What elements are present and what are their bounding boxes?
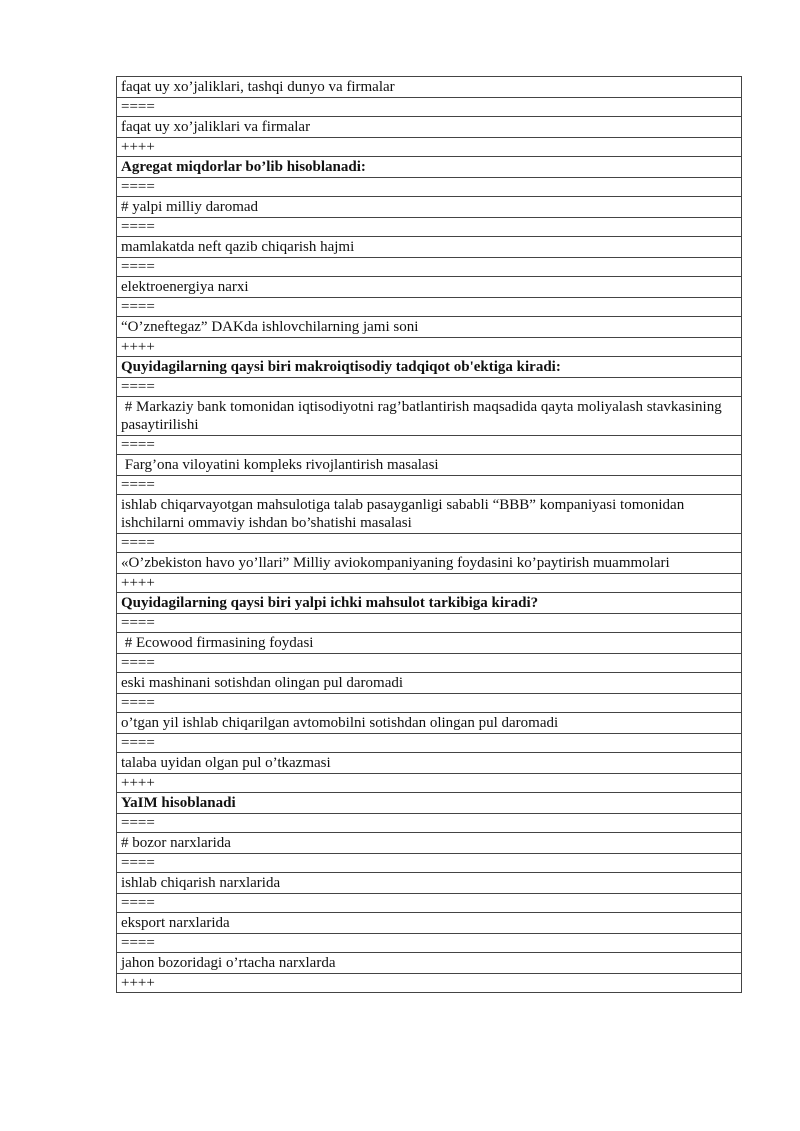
question-row: [117, 357, 742, 378]
answer-text: # Ecowood firmasining foydasi: [117, 633, 742, 654]
separator-row: [117, 734, 742, 753]
answer-row: [117, 237, 742, 258]
answer-text: «O’zbekiston havo yo’llari” Milliy aviokompaniyaning foydasini ko’paytirish muammolari: [117, 553, 742, 574]
answer-row: [117, 873, 742, 894]
separator-row: [117, 614, 742, 633]
answer-row: [117, 673, 742, 694]
separator-text: ====: [117, 694, 742, 713]
separator-text: ====: [117, 934, 742, 953]
answer-row: [117, 455, 742, 476]
answer-row: [117, 397, 742, 436]
answer-text: # yalpi milliy daromad: [117, 197, 742, 218]
answer-row: [117, 117, 742, 138]
separator-row: [117, 774, 742, 793]
answer-text: Farg’ona viloyatini kompleks rivojlantirish masalasi: [117, 455, 742, 476]
separator-text: ====: [117, 378, 742, 397]
answer-row: [117, 913, 742, 934]
separator-row: [117, 854, 742, 873]
separator-text: ++++: [117, 574, 742, 593]
answer-text: talaba uyidan olgan pul o’tkazmasi: [117, 753, 742, 774]
question-row: [117, 593, 742, 614]
answer-row: [117, 277, 742, 298]
separator-row: [117, 98, 742, 117]
separator-text: ====: [117, 654, 742, 673]
answer-row: [117, 77, 742, 98]
answer-row: [117, 953, 742, 974]
separator-row: [117, 218, 742, 237]
answer-text: jahon bozoridagi o’rtacha narxlarda: [117, 953, 742, 974]
answer-text: o’tgan yil ishlab chiqarilgan avtomobilni sotishdan olingan pul daromadi: [117, 713, 742, 734]
question-text: Quyidagilarning qaysi biri makroiqtisodiy tadqiqot ob'ektiga kiradi:: [117, 357, 742, 378]
separator-row: [117, 894, 742, 913]
answer-row: [117, 633, 742, 654]
question-text: Agregat miqdorlar bo’lib hisoblanadi:: [117, 157, 742, 178]
separator-row: [117, 298, 742, 317]
answer-text: “O’zneftegaz” DAKda ishlovchilarning jami soni: [117, 317, 742, 338]
answer-text: ishlab chiqarish narxlarida: [117, 873, 742, 894]
answer-row: [117, 713, 742, 734]
separator-row: [117, 138, 742, 157]
answer-text: faqat uy xo’jaliklari va firmalar: [117, 117, 742, 138]
answer-text: mamlakatda neft qazib chiqarish hajmi: [117, 237, 742, 258]
separator-row: [117, 694, 742, 713]
answer-text: # Markaziy bank tomonidan iqtisodiyotni rag’batlantirish maqsadida qayta moliyalash stavkasining pasaytirilishi: [117, 397, 742, 436]
separator-text: ====: [117, 734, 742, 753]
question-text: YaIM hisoblanadi: [117, 793, 742, 814]
separator-text: ====: [117, 298, 742, 317]
separator-row: [117, 814, 742, 833]
separator-text: ====: [117, 218, 742, 237]
answer-row: [117, 553, 742, 574]
answer-row: [117, 317, 742, 338]
question-table: [116, 76, 742, 993]
separator-row: [117, 178, 742, 197]
separator-row: [117, 654, 742, 673]
separator-row: [117, 934, 742, 953]
question-text: Quyidagilarning qaysi biri yalpi ichki mahsulot tarkibiga kiradi?: [117, 593, 742, 614]
answer-row: [117, 833, 742, 854]
answer-row: [117, 197, 742, 218]
separator-text: ====: [117, 854, 742, 873]
separator-row: [117, 338, 742, 357]
separator-row: [117, 476, 742, 495]
separator-text: ====: [117, 98, 742, 117]
answer-row: [117, 753, 742, 774]
separator-text: ++++: [117, 338, 742, 357]
separator-row: [117, 534, 742, 553]
answer-text: # bozor narxlarida: [117, 833, 742, 854]
question-table-body: [117, 77, 742, 993]
separator-row: [117, 378, 742, 397]
separator-text: ====: [117, 436, 742, 455]
separator-row: [117, 574, 742, 593]
separator-text: ====: [117, 476, 742, 495]
separator-text: ====: [117, 534, 742, 553]
question-row: [117, 793, 742, 814]
separator-row: [117, 974, 742, 993]
separator-text: ====: [117, 814, 742, 833]
answer-text: eksport narxlarida: [117, 913, 742, 934]
separator-text: ====: [117, 614, 742, 633]
answer-text: eski mashinani sotishdan olingan pul daromadi: [117, 673, 742, 694]
separator-text: ++++: [117, 974, 742, 993]
separator-row: [117, 436, 742, 455]
answer-text: faqat uy xo’jaliklari, tashqi dunyo va firmalar: [117, 77, 742, 98]
answer-row: [117, 495, 742, 534]
separator-text: ====: [117, 178, 742, 197]
separator-text: ++++: [117, 774, 742, 793]
question-row: [117, 157, 742, 178]
separator-text: ++++: [117, 138, 742, 157]
answer-text: elektroenergiya narxi: [117, 277, 742, 298]
answer-text: ishlab chiqarvayotgan mahsulotiga talab pasayganligi sababli “BBB” kompaniyasi tomonidan ishchilarni ommaviy ishdan bo’shatishi masalasi: [117, 495, 742, 534]
separator-text: ====: [117, 258, 742, 277]
separator-text: ====: [117, 894, 742, 913]
separator-row: [117, 258, 742, 277]
